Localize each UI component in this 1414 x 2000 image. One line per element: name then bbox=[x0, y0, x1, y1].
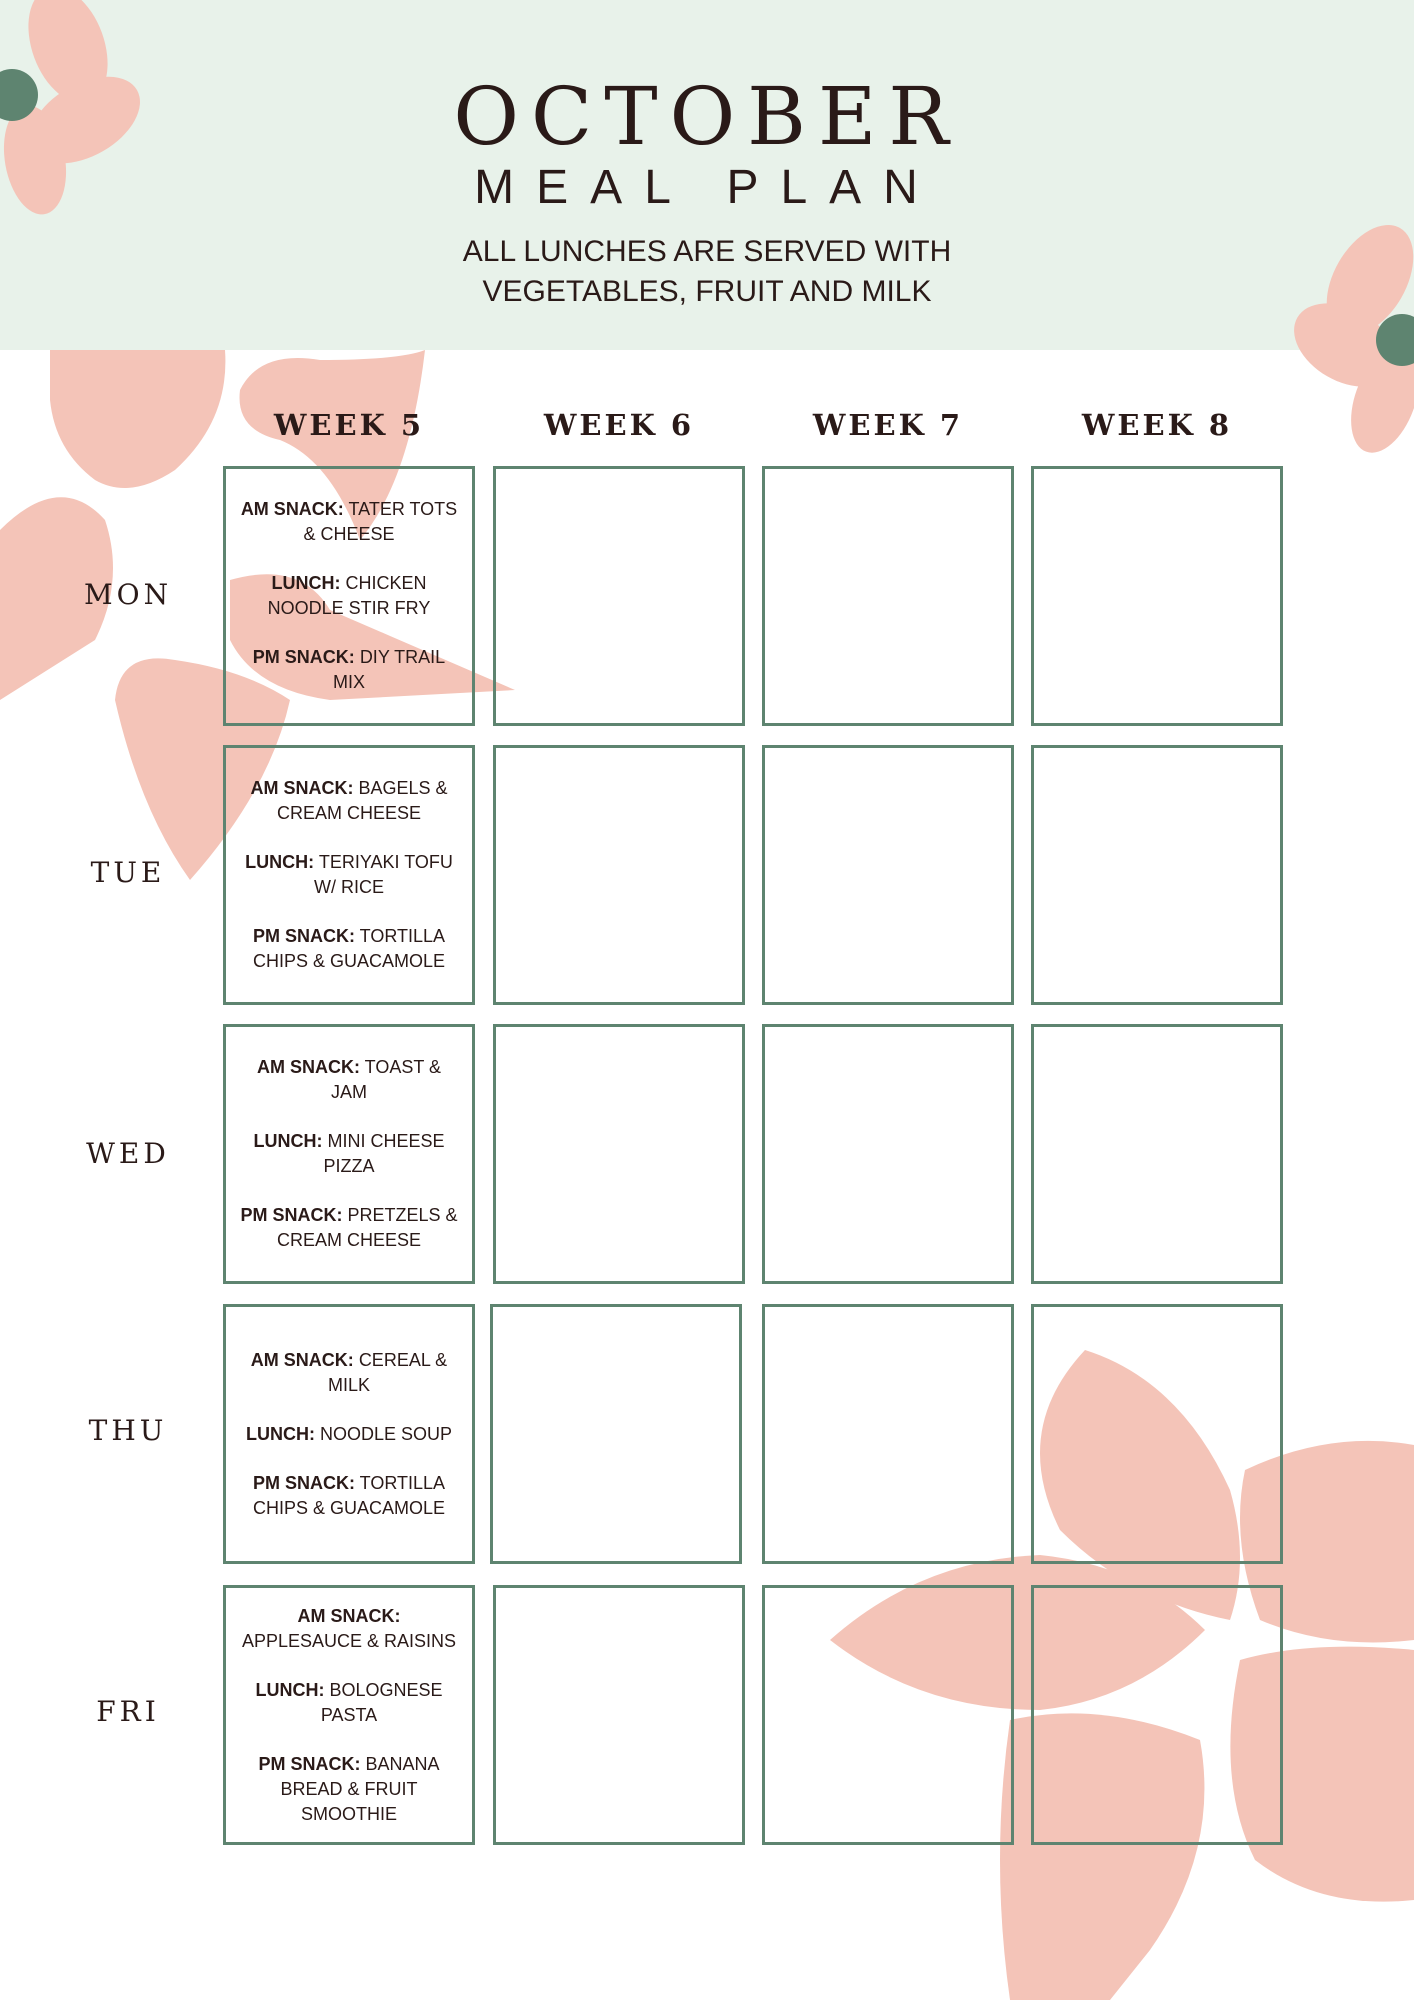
cell-mon-week-5 bbox=[223, 466, 475, 726]
am-snack: AM SNACK: APPLESAUCE & RAISINS bbox=[241, 1605, 457, 1651]
cell-wed-week-5 bbox=[223, 1024, 475, 1284]
cell-tue-week-7 bbox=[762, 745, 1014, 1005]
pm-snack: PM SNACK: BANANA BREAD & FRUIT SMOOTHIE bbox=[258, 1753, 440, 1824]
cell-wed-week-7 bbox=[762, 1024, 1014, 1284]
am-snack: AM SNACK: CEREAL & MILK bbox=[250, 1349, 448, 1395]
cell-fri-week-7 bbox=[762, 1585, 1014, 1845]
pm-snack: PM SNACK: PRETZELS & CREAM CHEESE bbox=[240, 1205, 458, 1250]
day-label-tue: TUE bbox=[90, 856, 166, 889]
lunch: LUNCH: CHICKEN NOODLE STIR FRY bbox=[267, 573, 431, 618]
am-snack: AM SNACK: TOAST & JAM bbox=[256, 1057, 442, 1102]
month-title: OCTOBER bbox=[453, 70, 961, 163]
lunch: LUNCH: NOODLE SOUP bbox=[245, 1423, 453, 1444]
am-snack: AM SNACK: BAGELS & CREAM CHEESE bbox=[250, 778, 448, 823]
day-label-wed: WED bbox=[86, 1137, 170, 1170]
lunch-note-line-1: ALL LUNCHES ARE SERVED WITH bbox=[462, 235, 952, 268]
week-7-header: WEEK 7 bbox=[812, 408, 964, 442]
week-5-header: WEEK 5 bbox=[273, 408, 425, 442]
cell-thu-week-8 bbox=[1031, 1304, 1283, 1564]
pm-snack: PM SNACK: TORTILLA CHIPS & GUACAMOLE bbox=[252, 926, 446, 971]
cell-mon-week-6 bbox=[493, 466, 745, 726]
cell-mon-week-7 bbox=[762, 466, 1014, 726]
lunch: LUNCH: MINI CHEESE PIZZA bbox=[253, 1131, 445, 1176]
cell-mon-week-8 bbox=[1031, 466, 1283, 726]
lunch-note bbox=[0, 232, 1414, 312]
cell-tue-week-6 bbox=[493, 745, 745, 1005]
cell-wed-week-6 bbox=[493, 1024, 745, 1284]
pm-snack: PM SNACK: DIY TRAIL MIX bbox=[252, 647, 446, 692]
day-label-thu: THU bbox=[88, 1414, 168, 1447]
cell-thu-week-7 bbox=[762, 1304, 1014, 1564]
lunch: LUNCH: TERIYAKI TOFU W/ RICE bbox=[245, 852, 453, 897]
am-snack: AM SNACK: TATER TOTS & CHEESE bbox=[240, 499, 458, 544]
cell-wed-week-8 bbox=[1031, 1024, 1283, 1284]
day-label-fri: FRI bbox=[96, 1695, 160, 1728]
week-6-header: WEEK 6 bbox=[543, 408, 695, 442]
lunch-note-line-2: VEGETABLES, FRUIT AND MILK bbox=[482, 275, 932, 308]
lunch: LUNCH: BOLOGNESE PASTA bbox=[255, 1679, 443, 1725]
day-label-mon: MON bbox=[83, 578, 173, 611]
cell-thu-week-6 bbox=[490, 1304, 742, 1564]
cell-fri-week-6 bbox=[493, 1585, 745, 1845]
cell-thu-week-5 bbox=[223, 1304, 475, 1564]
cell-fri-week-8 bbox=[1031, 1585, 1283, 1845]
week-8-header: WEEK 8 bbox=[1081, 408, 1233, 442]
pm-snack: PM SNACK: TORTILLA CHIPS & GUACAMOLE bbox=[252, 1472, 446, 1518]
cell-tue-week-8 bbox=[1031, 745, 1283, 1005]
cell-fri-week-5 bbox=[223, 1585, 475, 1845]
cell-tue-week-5 bbox=[223, 745, 475, 1005]
meal-plan-subtitle: MEAL PLAN bbox=[474, 161, 940, 214]
